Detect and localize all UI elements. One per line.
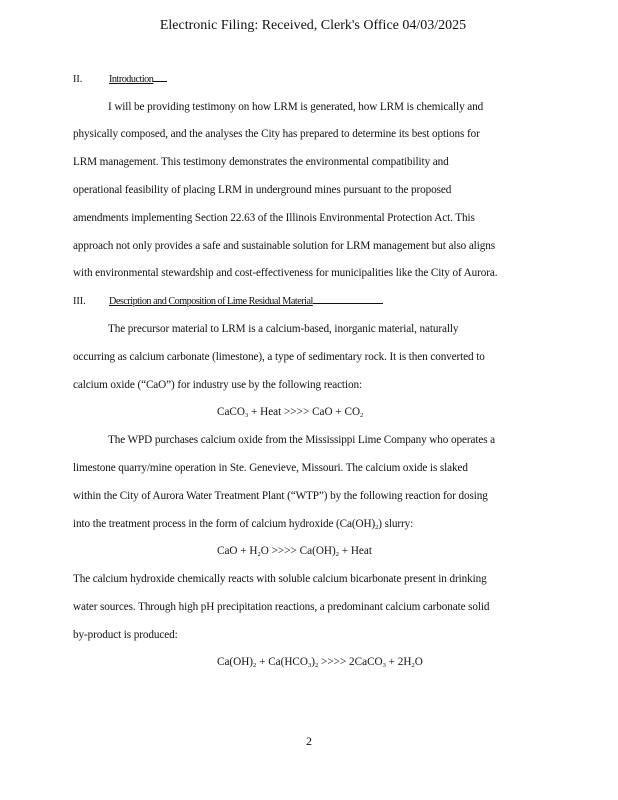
paragraph-line: The WPD purchases calcium oxide from the Mississippi Lime Company who operates a xyxy=(108,434,496,446)
section-number: III. xyxy=(73,296,86,307)
paragraph-line: calcium oxide (“CaO”) for industry use by the following reaction: xyxy=(73,379,362,391)
heading-underline xyxy=(313,302,383,304)
section-title: Description and Composition of Lime Residual Material xyxy=(109,296,313,307)
paragraph-line: amendments implementing Section 22.63 of the Illinois Environmental Protection Act. This xyxy=(73,212,475,224)
paragraph-line: limestone quarry/mine operation in Ste. Genevieve, Missouri. The calcium oxide is slaked xyxy=(73,462,468,474)
paragraph-line: into the treatment process in the form of calcium hydroxide $(Ca(OH)_2)$ slurry: xyxy=(73,518,414,531)
section-heading-introduction xyxy=(73,74,167,85)
heading-underline xyxy=(153,80,167,82)
paragraph-line: I will be providing testimony on how LRM is generated, how LRM is chemically and xyxy=(108,101,484,113)
paragraph-line: water sources. Through high pH precipitation reactions, a predominant calcium carbonate solid xyxy=(73,601,490,613)
paragraph-line: by-product is produced: xyxy=(73,629,178,641)
section-heading-description xyxy=(73,296,383,307)
chemical-equation-slaking: CaO + $H_2O$ >>>> $Ca(OH)_2$ + Heat xyxy=(217,545,372,558)
section-number: II. xyxy=(73,74,83,85)
page-number: 2 xyxy=(306,734,312,748)
chemical-equation-precipitation: $Ca(OH)_2 + Ca(HCO_3)_2$ >>>> 2CaCO$_3$ + $2H_2O$ xyxy=(217,656,423,669)
filing-stamp-header: Electronic Filing: Received, Clerk's Office 04/03/2025 xyxy=(159,18,467,33)
paragraph-line: approach not only provides a safe and sustainable solution for LRM management but also aligns xyxy=(73,240,495,252)
paragraph-line: The calcium hydroxide chemically reacts with soluble calcium bicarbonate present in drinking xyxy=(73,573,487,585)
chemical-equation-limestone: CaCO$_3$ + Heat >>>> CaO + $CO_2$ xyxy=(217,406,364,419)
paragraph-line: occurring as calcium carbonate (limestone), a type of sedimentary rock. It is then converted to xyxy=(73,351,485,363)
paragraph-line: with environmental stewardship and cost-effectiveness for municipalities like the City of Aurora. xyxy=(73,267,498,279)
paragraph-line: within the City of Aurora Water Treatment Plant (“WTP”) by the following reaction for dosing xyxy=(73,490,488,502)
section-title: Introduction xyxy=(109,74,154,85)
paragraph-line: The precursor material to LRM is a calcium-based, inorganic material, naturally xyxy=(108,323,459,335)
paragraph-line: LRM management. This testimony demonstrates the environmental compatibility and xyxy=(73,156,449,168)
paragraph-line: physically composed, and the analyses the City has prepared to determine its best options for xyxy=(73,128,480,140)
paragraph-line: operational feasibility of placing LRM in underground mines pursuant to the proposed xyxy=(73,184,452,196)
